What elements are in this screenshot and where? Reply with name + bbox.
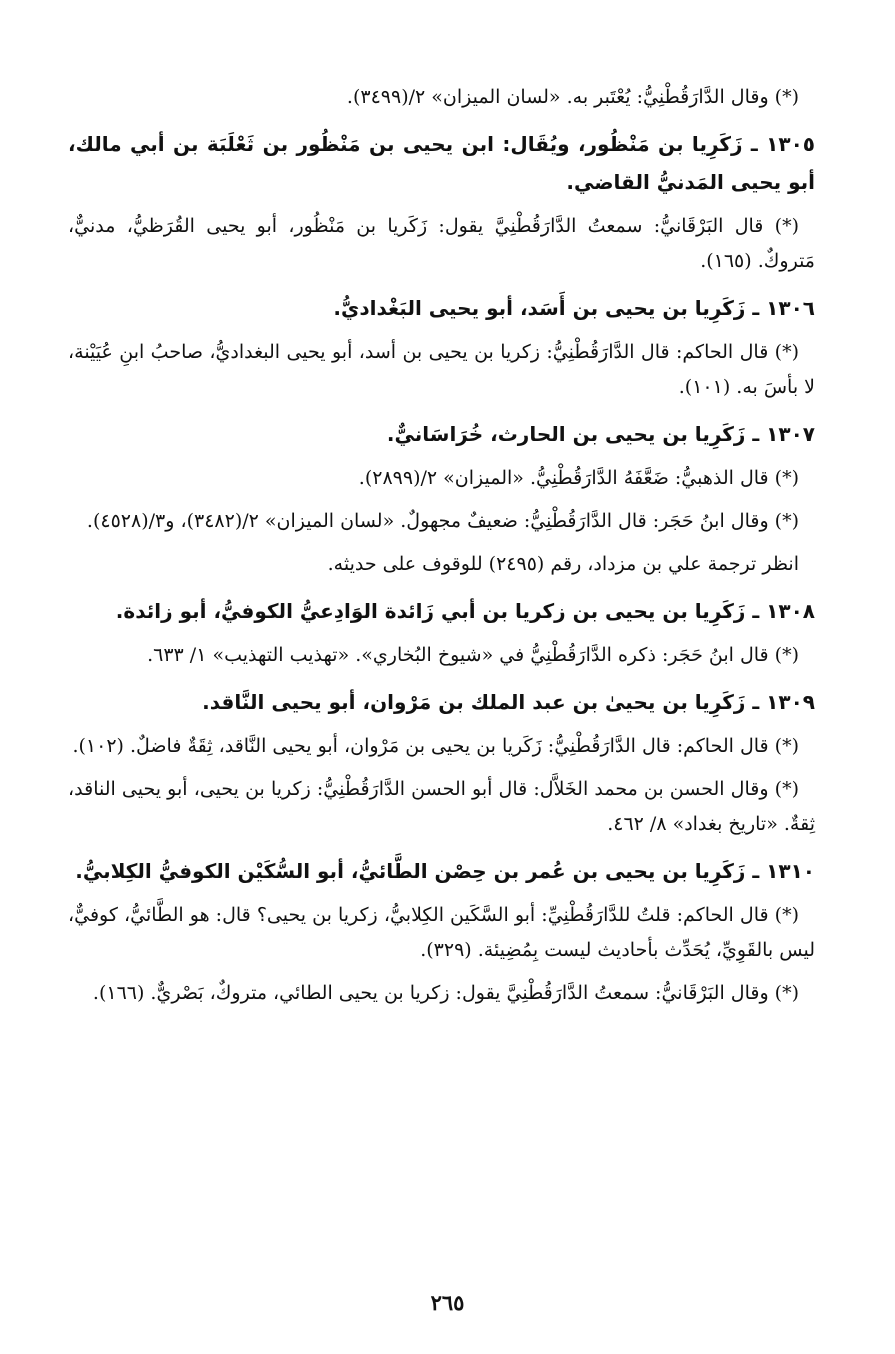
entry-heading-1306: ١٣٠٦ ـ زَكَرِيا بن يحيى بن أَسَد، أبو يحيى البَغْداديُّ. xyxy=(333,296,815,320)
narrator-note: (*) قال الحاكم: قلتُ للدَّارَقُطْنِيِّ: أبو السَّكَين الكِلابيُّ، زكريا بن يحيى؟ قال: هو الطَّائيُّ، كوفيٌّ، ليس بالقَوِيِّ، يُحَدِّث بأحاديث ليست بِمُضِيئة. (٣٢٩). xyxy=(68,904,815,961)
cross-reference: انظر ترجمة علي بن مزداد، رقم (٢٤٩٥) للوقوف على حديثه. xyxy=(327,553,799,575)
narrator-note: (*) قال الحاكم: قال الدَّارَقُطْنِيُّ: زَكَريا بن يحيى بن مَرْوان، أبو يحيى النَّاقد، ثِقَةٌ فاضلٌ. (١٠٢). xyxy=(72,735,799,757)
narrator-note: (*) وقال الحسن بن محمد الخَلاَّل: قال أبو الحسن الدَّارَقُطْنِيُّ: زكريا بن يحيى، أبو يحيى الناقد، ثِقةٌ. «تاريخ بغداد» ٨/ ٤٦٢. xyxy=(68,778,815,835)
entry-heading-1309: ١٣٠٩ ـ زَكَرِيا بن يحيىٰ بن عبد الملك بن مَرْوان، أبو يحيى النَّاقد. xyxy=(202,690,815,714)
narrator-note: (*) قال البَرْقَانيُّ: سمعتُ الدَّارَقُطْنِيَّ يقول: زَكَريا بن مَنْظُور، أبو يحيى القُرَظيُّ، مدنيٌّ، مَتروكٌ. (١٦٥). xyxy=(68,215,815,272)
narrator-note: (*) وقال الدَّارَقُطْنِيُّ: يُعْتَبر به. «لسان الميزان» ٢/(٣٤٩٩). xyxy=(346,86,799,108)
narrator-note: (*) وقال البَرْقَانيُّ: سمعتُ الدَّارَقُطْنِيَّ يقول: زكريا بن يحيى الطائي، متروكٌ، بَصْريٌّ. (١٦٦). xyxy=(92,982,799,1004)
entry-heading-1310: ١٣١٠ ـ زَكَرِيا بن يحيى بن عُمر بن حِصْن الطَّائيُّ، أبو السُّكَيْن الكوفيُّ الكِلابيُّ. xyxy=(75,859,815,883)
entry-heading-1307: ١٣٠٧ ـ زَكَرِيا بن يحيى بن الحارث، خُرَاسَانيٌّ. xyxy=(386,422,815,446)
narrator-note: (*) قال الذهبيُّ: ضَعَّفَهُ الدَّارَقُطْنِيُّ. «الميزان» ٢/(٢٨٩٩). xyxy=(358,467,799,489)
entry-heading-1305: ١٣٠٥ ـ زَكَرِيا بن مَنْظُور، ويُقَال: ابن يحيى بن مَنْظُور بن ثَعْلَبَة بن أبي مالك، أبو يحيى المَدنيُّ القاضي. xyxy=(68,132,815,194)
narrator-note: (*) قال ابنُ حَجَر: ذكره الدَّارَقُطْنِيُّ في «شيوخ البُخاري». «تهذيب التهذيب» ١/ ٦٣٣. xyxy=(147,644,799,666)
narrator-note: (*) وقال ابنُ حَجَر: قال الدَّارَقُطْنِيُّ: ضعيفٌ مجهولٌ. «لسان الميزان» ٢/(٣٤٨٢)، و٣/(٤٥٢٨). xyxy=(86,510,799,532)
narrator-note: (*) قال الحاكم: قال الدَّارَقُطْنِيُّ: زكريا بن يحيى بن أسد، أبو يحيى البغداديُّ، صاحبُ ابنِ عُيَيْنة، لا بأسَ به. (١٠١). xyxy=(68,341,815,398)
page-number: ٢٦٥ xyxy=(430,1290,465,1315)
entry-heading-1308: ١٣٠٨ ـ زَكَرِيا بن يحيى بن زكريا بن أبي زَائدة الوَادِعيُّ الكوفيُّ، أبو زائدة. xyxy=(115,599,815,623)
